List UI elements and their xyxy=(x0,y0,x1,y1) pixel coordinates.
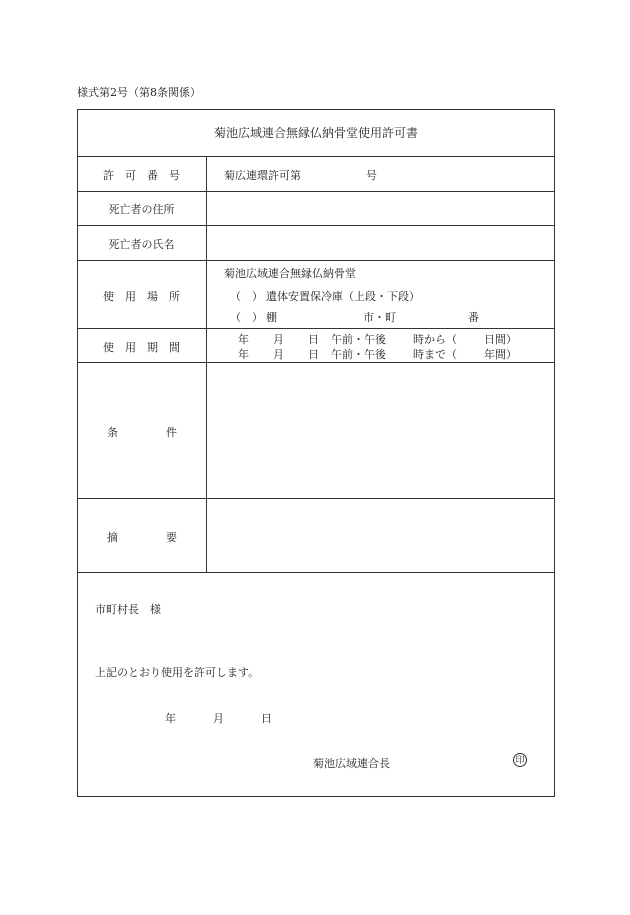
period-end-time: 時まで（ xyxy=(413,348,457,361)
addressee: 市町村長 様 xyxy=(95,603,161,616)
period-start-time: 時から（ xyxy=(413,333,457,346)
summary-label-a: 摘 xyxy=(107,531,118,544)
location-option2-shelf: 棚 xyxy=(266,311,277,324)
conditions-field[interactable] xyxy=(207,363,554,497)
permit-number-label: 許 可 番 号 xyxy=(103,169,180,182)
period-label: 使 用 期 間 xyxy=(103,341,180,354)
divider xyxy=(77,572,555,573)
period-start-unit: 日間） xyxy=(484,333,517,346)
location-option2-city: 市・町 xyxy=(363,311,396,324)
period-start-ampm: 午前・午後 xyxy=(331,333,386,346)
period-start-month: 月 xyxy=(273,333,284,346)
conditions-label-b: 件 xyxy=(166,426,177,439)
signer-title: 菊池広域連合長 xyxy=(313,757,390,770)
location-option1-text: 遺体安置保冷庫（上段・下段） xyxy=(266,290,420,303)
period-end-ampm: 午前・午後 xyxy=(331,348,386,361)
permit-number-suffix: 号 xyxy=(366,169,377,182)
form-title: 菊池広域連合無縁仏納骨堂使用許可書 xyxy=(213,126,418,140)
period-end-year: 年 xyxy=(238,348,249,361)
deceased-name-label: 死亡者の氏名 xyxy=(108,238,175,251)
date-month: 月 xyxy=(213,712,224,725)
summary-label-b: 要 xyxy=(166,531,177,544)
deceased-name-field[interactable] xyxy=(207,226,554,259)
period-end-day: 日 xyxy=(308,348,319,361)
period-end-unit: 年間） xyxy=(484,348,517,361)
summary-field[interactable] xyxy=(207,499,554,571)
divider xyxy=(77,156,555,157)
location-option2-number: 番 xyxy=(468,311,479,324)
location-option1-checkbox[interactable]: （ ） xyxy=(230,290,263,303)
seal-icon: 印 xyxy=(513,753,527,767)
deceased-address-field[interactable] xyxy=(207,192,554,224)
location-facility: 菊池広域連合無縁仏納骨堂 xyxy=(224,267,356,280)
location-option2-checkbox[interactable]: （ ） xyxy=(230,311,263,324)
conditions-label-a: 条 xyxy=(107,426,118,439)
period-end-month: 月 xyxy=(273,348,284,361)
date-day: 日 xyxy=(261,712,272,725)
divider xyxy=(77,328,555,329)
date-year: 年 xyxy=(165,712,176,725)
form-number: 様式第2号（第8条関係） xyxy=(77,86,201,99)
permit-statement: 上記のとおり使用を許可します。 xyxy=(95,666,260,679)
divider xyxy=(77,260,555,261)
period-start-year: 年 xyxy=(238,333,249,346)
location-label: 使 用 場 所 xyxy=(103,290,180,303)
deceased-address-label: 死亡者の住所 xyxy=(108,203,175,216)
period-start-day: 日 xyxy=(308,333,319,346)
permit-number-prefix: 菊広連環許可第 xyxy=(224,169,301,182)
